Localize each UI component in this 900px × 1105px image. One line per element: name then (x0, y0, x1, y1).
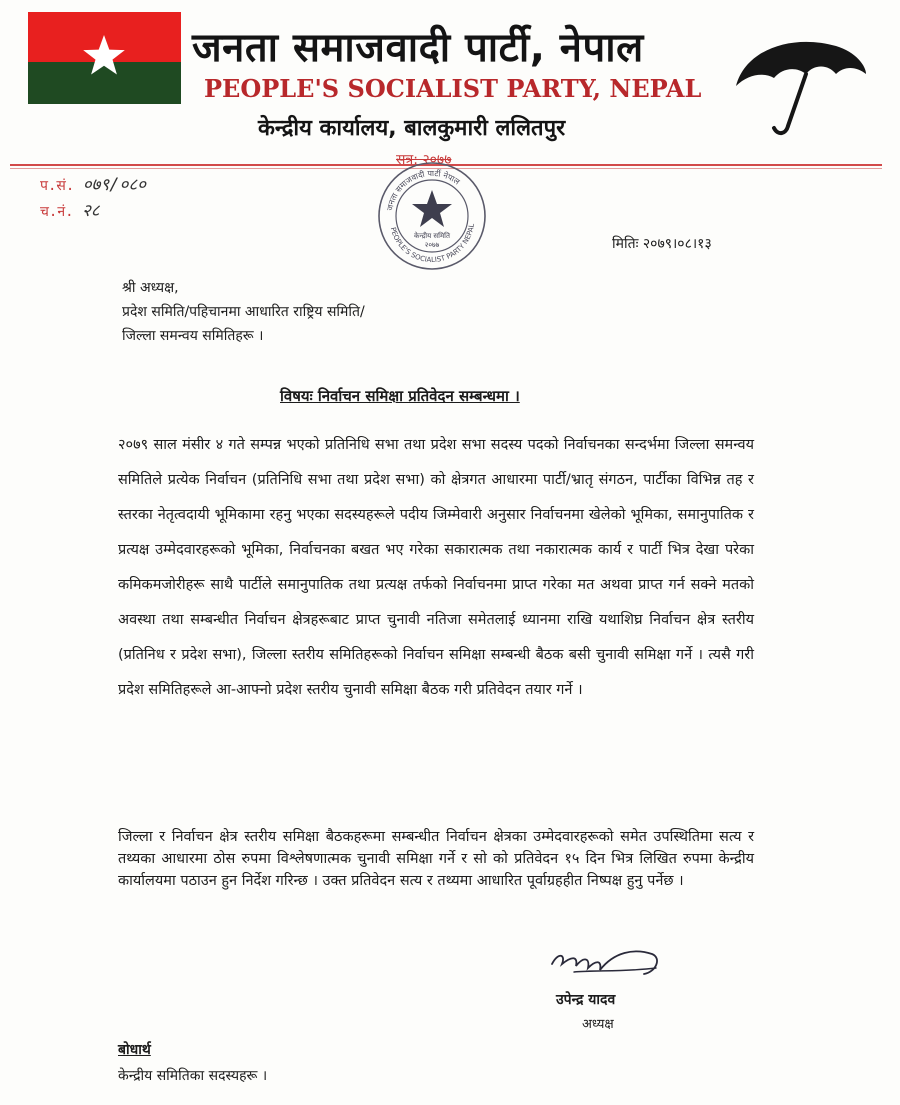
stamp-inner-line2: २०७७ (424, 241, 440, 249)
addressee-line-3: जिल्ला समन्वय समितिहरू । (122, 328, 264, 344)
office-address: केन्द्रीय कार्यालय, बालकुमारी ललितपुर (258, 116, 566, 141)
reference-ps (40, 172, 146, 195)
body-paragraph-1: २०७९ साल मंसीर ४ गते सम्पन्न भएको प्रतिनिधि सभा तथा प्रदेश सभा सदस्य पदको निर्वाचनका सन्दर्भमा जिल्ला समन्वय समितिले प्रत्येक निर्वाचन (प्रतिनिधि सभा तथा प्रदेश सभा) को क्षेत्रगत आधारमा पार्टी/भ्रातृ संगठन, पार्टीका विभिन्न तह र स्तरका नेतृत्वदायी भूमिकामा रहनु भएका सदस्यहरूले पदीय जिम्मेवारी अनुसार निर्वाचनमा खेलेको भूमिका, समानुपातिक र प्रत्यक्ष उम्मेदवारहरूको भूमिका, निर्वाचनका बखत भए गरेका सकारात्मक तथा नकारात्मक कार्य र पार्टी भित्र देखा परेका कमिकमजोरीहरू साथै पार्टीले समानुपातिक तथा प्रत्यक्ष तर्फको निर्वाचनमा प्राप्त गरेका मत अथवा प्राप्त गर्न सक्ने मतको अवस्था तथा सम्बन्धीत निर्वाचन क्षेत्रहरूबाट प्राप्त चुनावी नतिजा समेतलाई ध्यानमा राखि यथाशिघ्र निर्वाचन क्षेत्र स्तरीय (प्रतिनिध र प्रदेश सभा), जिल्ला स्तरीय समितिहरूको निर्वाचन समिक्षा सम्बन्धी बैठक बसी चुनावी समिक्षा गर्ने । त्यसै गरी प्रदेश समितिहरूले आ-आफ्नो प्रदेश स्तरीय चुनावी समिक्षा बैठक गरी प्रतिवेदन तयार गर्ने । (118, 437, 754, 698)
ps-value: ०७९/०८० (82, 175, 146, 195)
cc-title: बोधार्थ (118, 1042, 151, 1058)
stamp-inner-line1: केन्द्रीय समिति (414, 232, 450, 240)
addressee-line-2: प्रदेश समिति/पहिचानमा आधारित राष्ट्रिय समिति/ (122, 304, 365, 320)
party-name-nepali: जनता समाजवादी पार्टी, नेपाल (192, 25, 644, 71)
chn-label: च.नं. (40, 204, 74, 220)
stamp-star-icon (412, 190, 452, 227)
party-name-english: PEOPLE'S SOCIALIST PARTY, NEPAL (204, 74, 702, 103)
addressee-line-1: श्री अध्यक्ष, (122, 280, 179, 296)
signatory-name: उपेन्द्र यादव (556, 992, 616, 1008)
party-seal-stamp (376, 160, 488, 272)
chn-value: २८ (81, 201, 100, 221)
signatory-title: अध्यक्ष (582, 1017, 614, 1032)
flag-green-band (28, 62, 181, 104)
stamp-ring-np: जनता समाजवादी पार्टी नेपाल (385, 168, 462, 212)
cc-recipients: केन्द्रीय समितिका सदस्यहरू । (118, 1068, 268, 1084)
handwritten-signature (544, 942, 674, 990)
ps-label: प.सं. (40, 178, 75, 194)
umbrella-icon (732, 34, 868, 138)
stamp-term: सत्र: २०७७ (396, 152, 452, 168)
letter-date: मितिः २०७९।०८।१३ (612, 236, 712, 252)
party-flag (28, 12, 181, 104)
letter-subject: विषयः निर्वाचन समिक्षा प्रतिवेदन सम्बन्धमा । (280, 387, 520, 405)
stamp-ring-en: PEOPLE'S SOCIALIST PARTY NEPAL (388, 222, 476, 265)
reference-chn (40, 198, 100, 221)
body-paragraph-2: जिल्ला र निर्वाचन क्षेत्र स्तरीय समिक्षा बैठकहरूमा सम्बन्धीत निर्वाचन क्षेत्रका उम्मेदवारहरूको समेत उपस्थितिमा सत्य र तथ्यका आधारमा ठोस रुपमा विश्लेषणात्मक चुनावी समिक्षा गर्ने र सो को प्रतिवेदन १५ दिन भित्र लिखित रुपमा केन्द्रीय कार्यालयमा पठाउन हुन निर्देश गरिन्छ । उक्त प्रतिवेदन सत्य र तथ्यमा आधारित पूर्वाग्रहहीत निष्पक्ष हुनु पर्नेछ । (118, 829, 754, 889)
